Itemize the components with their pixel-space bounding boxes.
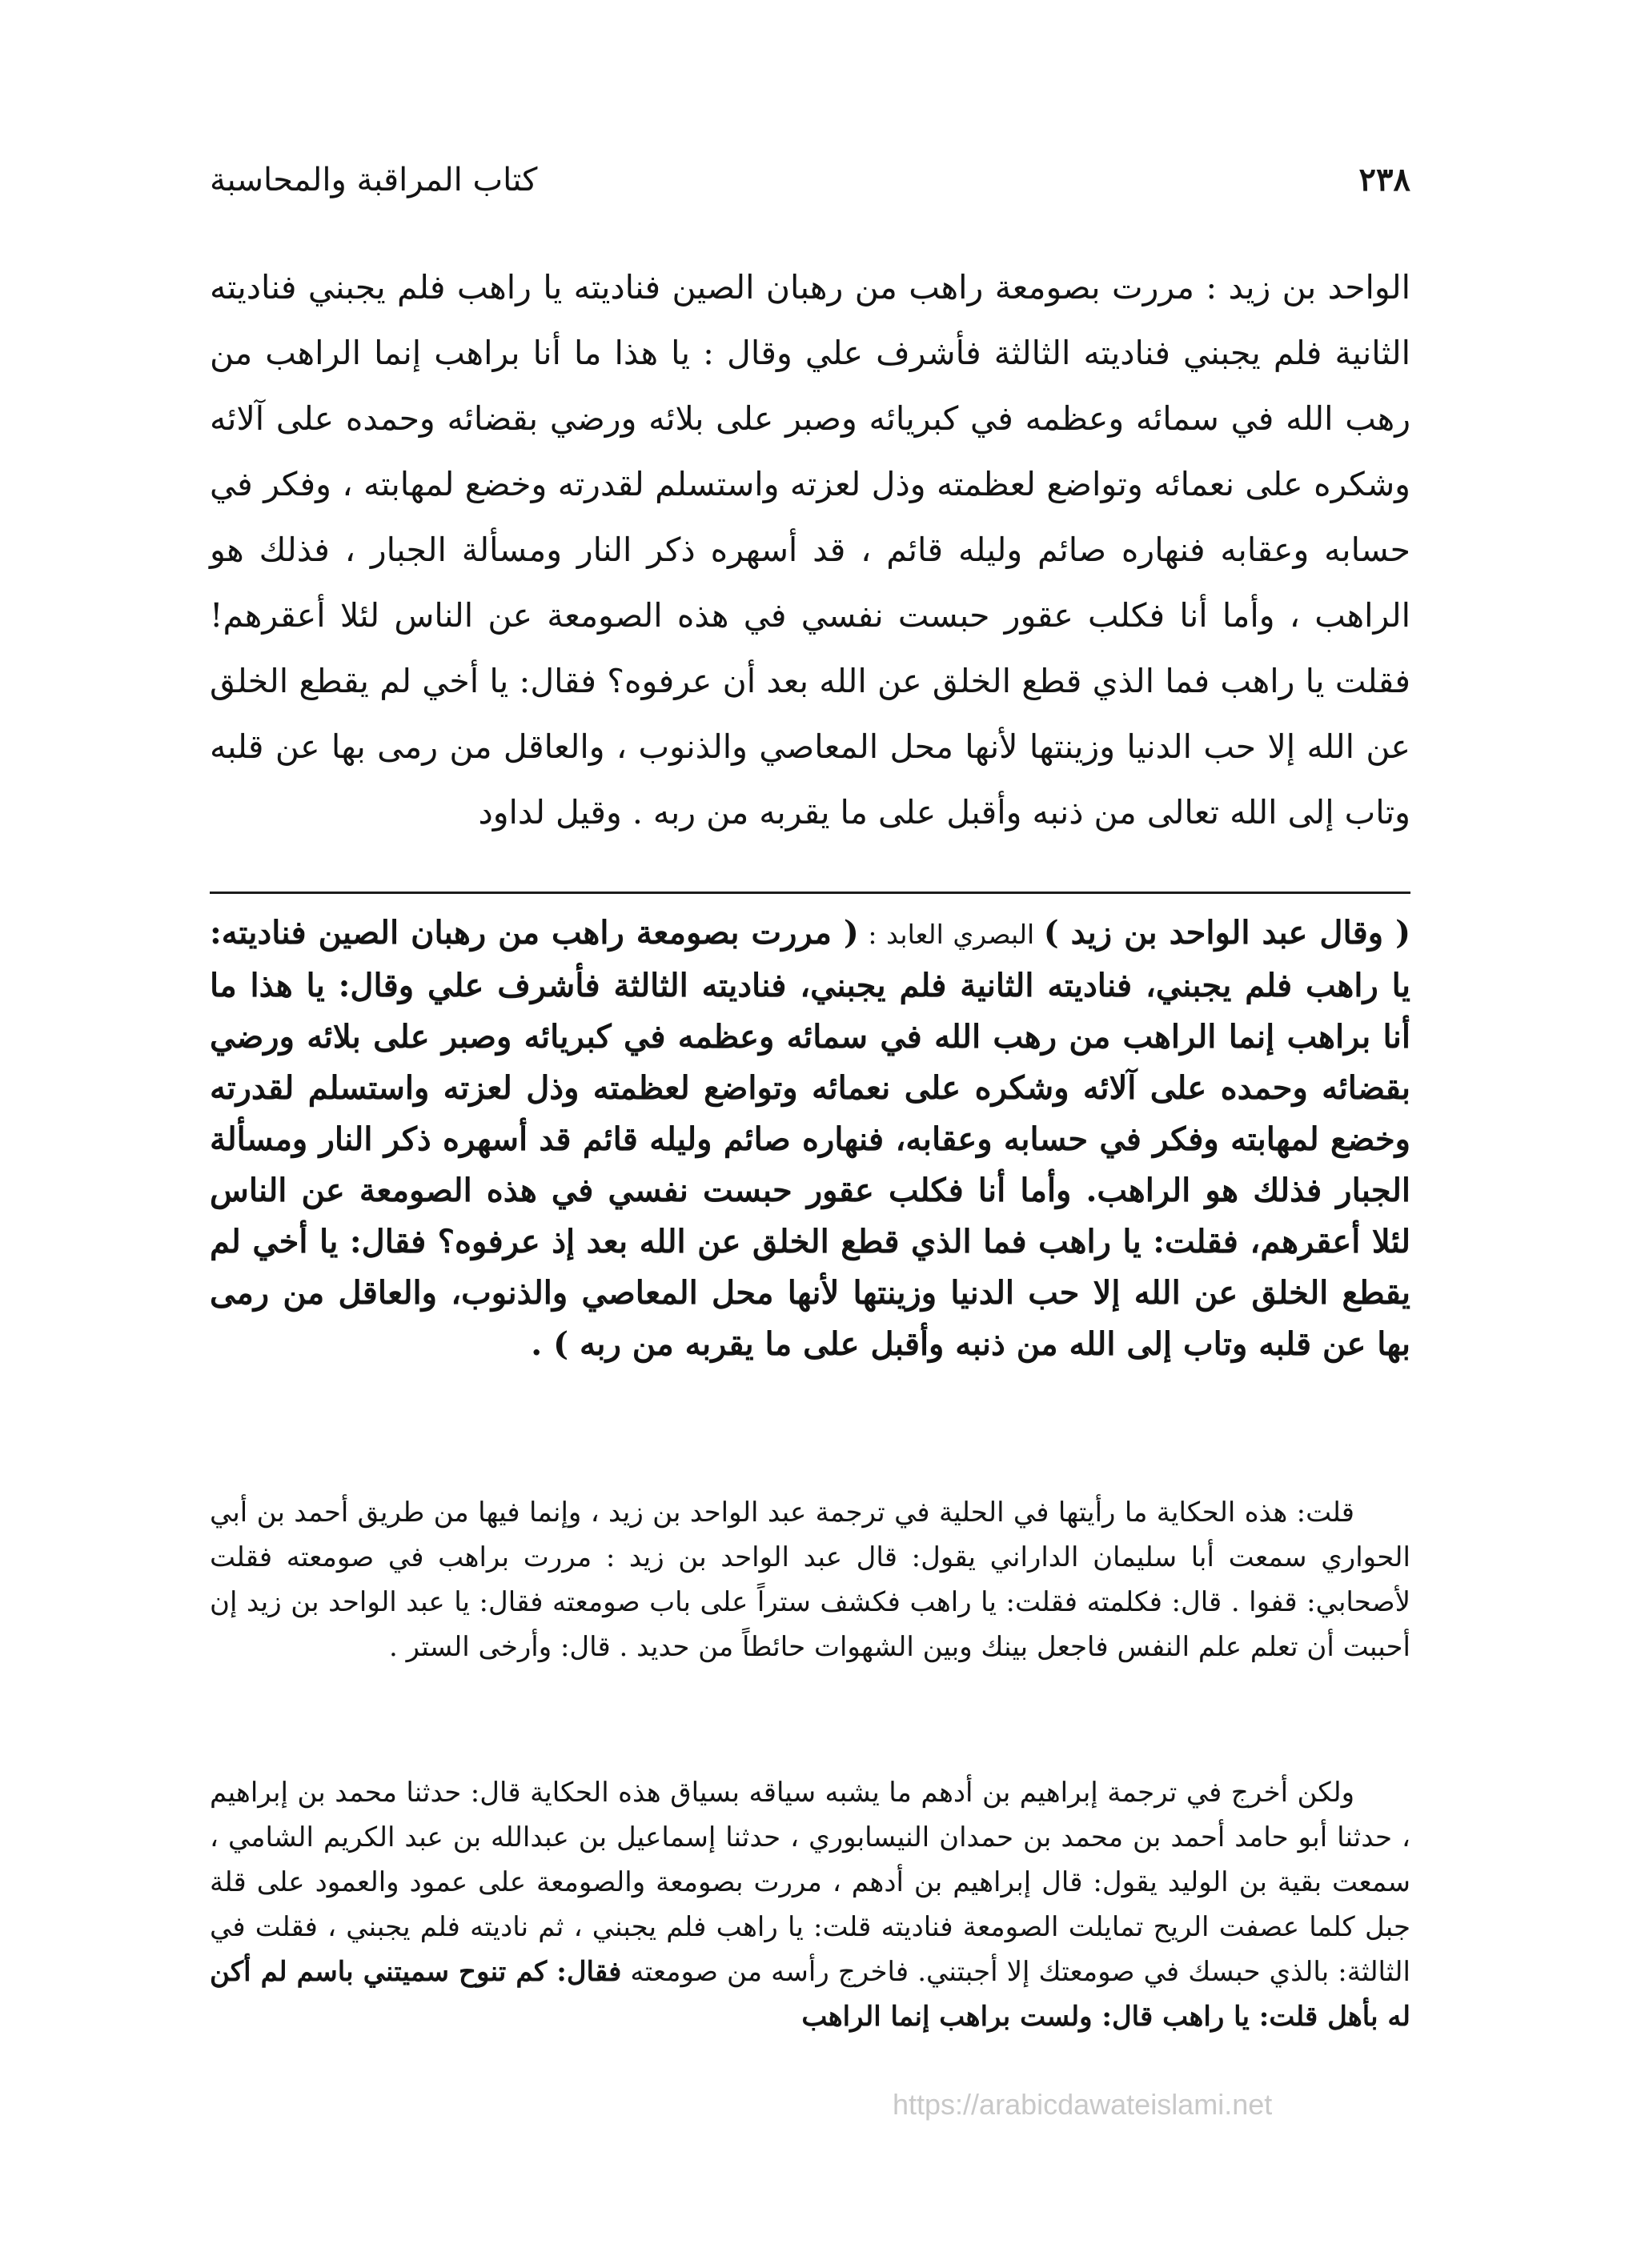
- page-header: [210, 156, 1410, 204]
- note-paragraph-1: قلت: هذه الحكاية ما رأيتها في الحلية في ترجمة عبد الواحد بن زيد ، وإنما فيها من طريق أحمد بن أبي الحواري سمعت أبا سليمان الداراني يقول: قال عبد الواحد بن زيد : مررت براهب في صومعته فقلت لأصحابي: قفوا . قال: فكلمته فقلت: يا راهب فكشف ستراً على باب صومعته فقال: يا عبد الواحد بن زيد إن أحببت أن تعلم علم النفس فاجعل بينك وبين الشهوات حائطاً من حديد . قال: وأرخى الستر .: [210, 1497, 1410, 1663]
- commentary-gloss: البصري العابد :: [858, 919, 1044, 950]
- commentary-lemma-text: ( مررت بصومعة راهب من رهبان الصين فناديته: يا راهب فلم يجبني، فناديته الثانية فلم يجبني، فناديته الثالثة فأشرف علي وقال: يا هذا ما أنا براهب إنما الراهب من رهب الله في سمائه وعظمه في كبريائه وصبر على بلائه ورضي بقضائه وحمده على آلائه وشكره على نعمائه وتواضع لعظمته وذل لعزته واستسلم لقدرته وخضع لمهابته وفكر في حسابه وعقابه، فنهاره صائم وليله قائم قد أسهره ذكر النار ومسألة الجبار فذلك هو الراهب. وأما أنا فكلب عقور حبست نفسي في هذه الصومعة عن الناس لئلا أعقرهم، فقلت: يا راهب فما الذي قطع الخلق عن الله بعد إذ عرفوه؟ فقال: يا أخي لم يقطع الخلق عن الله إلا حب الدنيا وزينتها لأنها محل المعاصي والذنوب، والعاقل من رمى بها عن قلبه وتاب إلى الله من ذنبه وأقبل على ما يقربه من ربه ) .: [210, 914, 1411, 1363]
- commentary-block: [210, 908, 1410, 1370]
- note-paragraph-2-text: ولكن أخرج في ترجمة إبراهيم بن أدهم ما يشبه سياقه بسياق هذه الحكاية قال: حدثنا محمد بن إبراهيم ، حدثنا أبو حامد أحمد بن محمد بن حمدان النيسابوري ، حدثنا إسماعيل بن عبدالله بن عبد الكريم الشامي ، سمعت بقية بن الوليد يقول: قال إبراهيم بن أدهم ، مررت بصومعة والصومعة على عمود والعمود على قلة جبل كلما عصفت الريح تمايلت الصومعة فناديته قلت: يا راهب فلم يجبني ، ثم ناديته فلم يجبني ، فقلت في الثالثة: بالذي حبسك في صومعتك إلا أجبتني. فاخرج رأسه من صومعته: [210, 1777, 1410, 1988]
- section-divider: [210, 892, 1410, 894]
- note-paragraph-2-bold-tail: فقال: كم تنوح سميتني باسم لم أكن له بأهل قلت: يا راهب قال: ولست براهب إنما الراهب: [210, 1956, 1410, 2033]
- running-title: كتاب المراقبة والمحاسبة: [210, 162, 538, 198]
- note-paragraph-2: [210, 1770, 1410, 2039]
- commentary-lemma-heading: ( وقال عبد الواحد بن زيد ): [1043, 914, 1410, 952]
- page-number: ٢٣٨: [1358, 161, 1410, 198]
- watermark-url: https://arabicdawateislami.net: [893, 2088, 1273, 2121]
- main-text: الواحد بن زيد : مررت بصومعة راهب من رهبان الصين فناديته يا راهب فلم يجبني فناديته الثانية فلم يجبني فناديته الثالثة فأشرف علي وقال : يا هذا ما أنا براهب إنما الراهب من رهب الله في سمائه وعظمه في كبريائه وصبر على بلائه ورضي بقضائه وحمده على آلائه وشكره على نعمائه وتواضع لعظمته وذل لعزته واستسلم لقدرته وخضع لمهابته ، وفكر في حسابه وعقابه فنهاره صائم وليله قائم ، قد أسهره ذكر النار ومسألة الجبار ، فذلك هو الراهب ، وأما أنا فكلب عقور حبست نفسي في هذه الصومعة عن الناس لئلا أعقرهم! فقلت يا راهب فما الذي قطع الخلق عن الله بعد أن عرفوه؟ فقال: يا أخي لم يقطع الخلق عن الله إلا حب الدنيا وزينتها لأنها محل المعاصي والذنوب ، والعاقل من رمى بها عن قلبه وتاب إلى الله تعالى من ذنبه وأقبل على ما يقربه من ربه . وقيل لداود: [210, 268, 1410, 831]
